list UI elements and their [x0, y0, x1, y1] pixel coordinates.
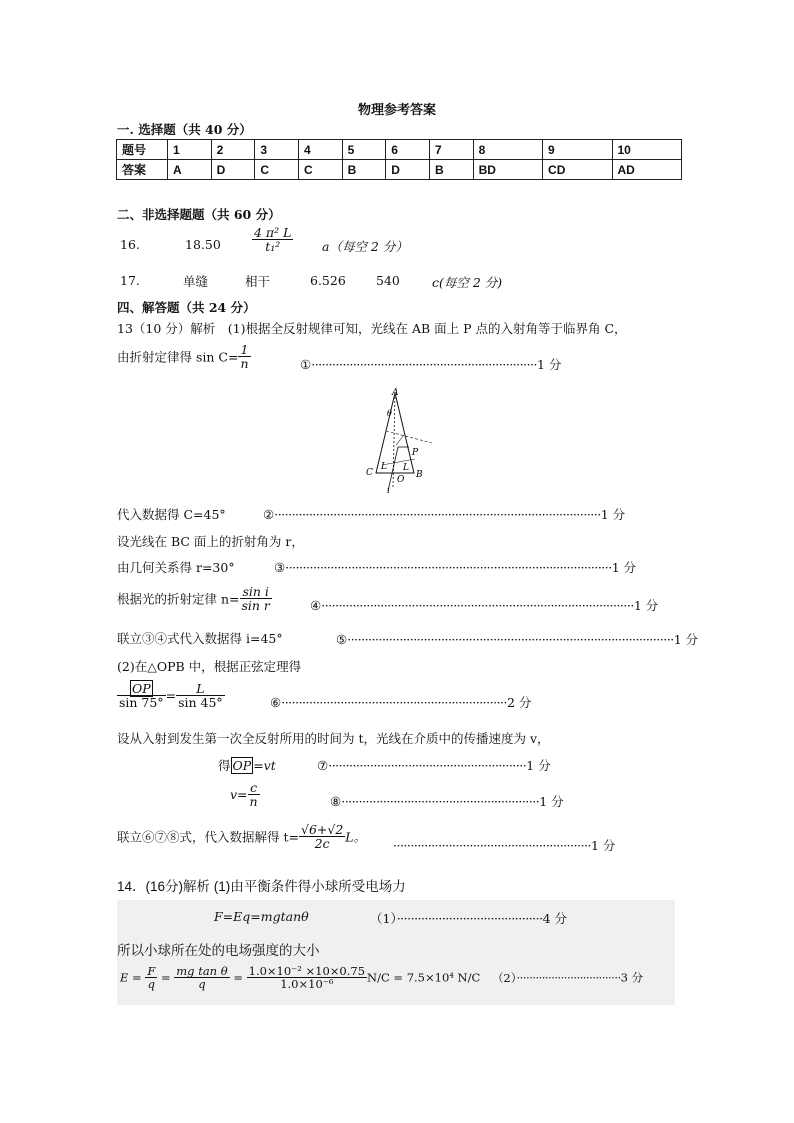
table-cell: 4 — [298, 140, 342, 160]
page-title: 物理参考答案 — [357, 103, 436, 118]
q17-num: 17. — [120, 273, 140, 288]
label-L2: L — [403, 463, 409, 473]
table-cell: 9 — [543, 140, 612, 160]
table-cell: 7 — [429, 140, 473, 160]
q17-b: 相干 — [245, 274, 271, 289]
line-4: 由几何关系得 r=30° — [117, 560, 235, 575]
q14-mark-1: （1）··········································4 分 — [370, 911, 568, 926]
q16-tail: a（每空 2 分） — [322, 239, 408, 254]
mark-12: ·························································1 分 — [393, 838, 616, 853]
table-cell: B — [342, 160, 386, 180]
line-11: v= $\frac{c}{n}$ — [230, 780, 258, 810]
q17-d: 540 — [376, 273, 400, 288]
line-1: 由折射定律得 sin C= $\frac{1}{n}$ — [117, 342, 249, 372]
table-cell: C — [255, 160, 299, 180]
label-O: O — [397, 475, 405, 485]
table-cell: 1 — [168, 140, 212, 160]
answer-table — [116, 139, 682, 180]
table-cell: 3 — [255, 140, 299, 160]
label-L1: L — [381, 462, 387, 472]
table-cell: D — [386, 160, 430, 180]
mark-5: ④··························································································1 分 — [310, 598, 659, 613]
q14-intro: 14．(16分)解析 (1)由平衡条件得小球所受电场力 — [117, 879, 406, 894]
table-cell: 5 — [342, 140, 386, 160]
line-8: $\frac{OP}{\sin 75^\circ}$ = $\frac{L}{\sin 45^\circ}$ — [119, 681, 223, 711]
mark-2: ②······························································································1 分 — [263, 507, 626, 522]
q14-line-2: 所以小球所在处的电场强度的大小 — [117, 943, 320, 958]
q16-value: 18.50 — [185, 237, 221, 252]
table-cell: AD — [612, 160, 682, 180]
q17-c: 6.526 — [310, 273, 346, 288]
label-i: i — [387, 486, 390, 495]
table-row — [117, 160, 682, 180]
table-cell: A — [168, 160, 212, 180]
label-A: A — [392, 388, 399, 398]
label-P: P — [412, 448, 419, 458]
table-cell: 答案 — [117, 160, 168, 180]
table-cell: 6 — [386, 140, 430, 160]
table-row — [117, 140, 682, 160]
table-cell: B — [429, 160, 473, 180]
mark-8: ⑥·································································2 分 — [270, 695, 532, 710]
line-10: 得 OP =vt — [218, 758, 276, 773]
table-cell: D — [211, 160, 255, 180]
table-cell: 10 — [612, 140, 682, 160]
line-7: (2)在△OPB 中，根据正弦定理得 — [117, 659, 302, 674]
table-cell: 题号 — [117, 140, 168, 160]
section1-heading: 一. 选择题（共 40 分） — [117, 122, 252, 137]
q16-fraction: $\frac{\text{4 π² L}}{\text{t₁²}}$ — [254, 225, 292, 255]
table-cell: BD — [473, 160, 542, 180]
line-9: 设从入射到发生第一次全反射所用的时间为 t，光线在介质中的传播速度为 v， — [117, 731, 550, 746]
table-cell: CD — [543, 160, 612, 180]
line-3: 设光线在 BC 面上的折射角为 r， — [117, 534, 304, 549]
mark-6: ⑤······························································································1 分 — [336, 632, 699, 647]
q17-tail: c(每空 2 分) — [432, 275, 503, 290]
label-theta: θ — [387, 409, 392, 418]
mark-1: ①·································································1 分 — [300, 357, 562, 372]
label-C: C — [366, 468, 373, 478]
mark-11: ⑧·························································1 分 — [330, 794, 564, 809]
line-2: 代入数据得 C=45° — [117, 507, 226, 522]
q17-a: 单缝 — [183, 274, 209, 289]
q16-num: 16. — [120, 237, 140, 252]
q14-formula-3: E = $\frac{F}{q}$ = $\frac{\text{mg tan θ}}{q}$ = $\frac{\text{1.0×10⁻² ×10×0.75}}{\text{1.0×10⁻⁶}}$ N/C = 7.5×10⁴ N/C （2）·································3 分 — [120, 964, 644, 992]
line-5: 根据光的折射定律 n= $\frac{\text{sin i}}{\text{sin r}}$ — [117, 584, 270, 614]
q13-intro: 13（10 分）解析 (1)根据全反射规律可知，光线在 AB 面上 P 点的入射角等于临界角 C， — [117, 321, 627, 336]
section4-heading: 四、解答题（共 24 分） — [117, 300, 256, 315]
section2-heading: 二、非选择题题（共 60 分） — [117, 207, 281, 222]
prism-diagram — [360, 385, 435, 495]
label-B: B — [416, 470, 423, 480]
mark-4: ③······························································································1 分 — [274, 560, 637, 575]
line-6: 联立③④式代入数据得 i=45° — [117, 631, 283, 646]
table-cell: 8 — [473, 140, 542, 160]
q14-formula-1: F=Eq=mgtanθ — [214, 909, 309, 924]
table-cell: C — [298, 160, 342, 180]
table-cell: 2 — [211, 140, 255, 160]
line-12: 联立⑥⑦⑧式，代入数据解得 t= $\frac{√6+√2}{2c}$ L。 — [117, 822, 367, 852]
mark-10: ⑦·························································1 分 — [317, 758, 551, 773]
